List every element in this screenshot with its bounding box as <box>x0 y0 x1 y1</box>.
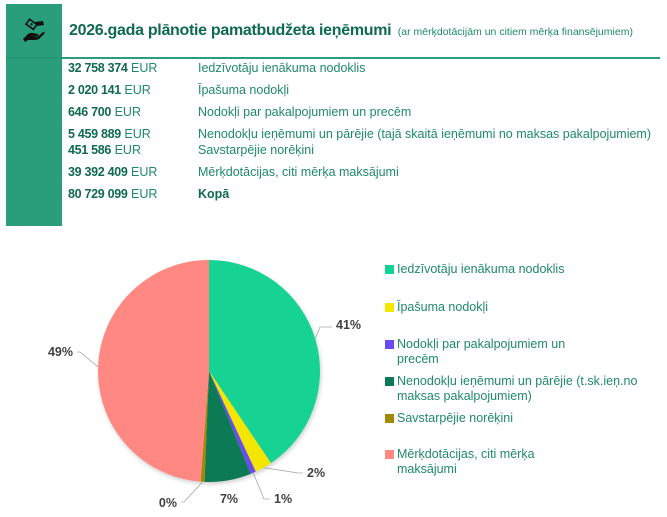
description-cell: Īpašuma nodokļi <box>198 83 290 97</box>
description-cell: Savstarpējie norēķini <box>198 143 315 157</box>
legend-item <box>385 374 645 404</box>
legend-swatch <box>385 377 394 386</box>
title-subtitle: (ar mērķdotācijām un citiem mērķa finansējumiem) <box>397 26 633 38</box>
leader-line <box>181 482 203 502</box>
total-label: Kopā <box>198 187 230 201</box>
currency-label: EUR <box>124 127 151 141</box>
data-label: 7% <box>219 492 239 506</box>
legend-label: Savstarpējie norēķini <box>397 411 514 425</box>
amount-value: 32 758 374 <box>68 61 128 75</box>
revenue-table <box>68 60 654 208</box>
legend-item <box>385 411 513 426</box>
data-label: 1% <box>274 492 293 506</box>
amount-cell <box>68 164 198 180</box>
amount-value: 646 700 <box>68 105 112 119</box>
amount-cell <box>68 60 198 76</box>
currency-label: EUR <box>124 83 151 97</box>
table-row <box>68 104 654 120</box>
amount-cell <box>68 186 198 202</box>
data-label: 49% <box>47 345 73 359</box>
leader-line <box>315 327 332 339</box>
data-label: 2% <box>307 466 326 480</box>
table-row <box>68 142 654 158</box>
currency-label: EUR <box>114 105 141 119</box>
amount-cell <box>68 82 198 98</box>
leader-line <box>77 352 98 367</box>
legend-label: Nodokļi par pakalpojumiem un precēm <box>397 337 566 366</box>
legend-item <box>385 262 564 277</box>
amount-cell <box>68 126 198 142</box>
page-title <box>69 22 633 40</box>
table-row <box>68 164 654 180</box>
legend-swatch <box>385 414 394 423</box>
pie-chart <box>0 240 380 517</box>
description-cell: Mērķdotācijas, citi mērķa maksājumi <box>198 165 399 179</box>
currency-label: EUR <box>131 187 158 201</box>
legend-swatch <box>385 265 394 274</box>
header-divider <box>62 57 660 59</box>
legend-swatch <box>385 340 394 349</box>
legend-item <box>385 337 600 367</box>
legend-label: Mērķdotācijas, citi mērķa maksājumi <box>397 447 535 476</box>
legend-item <box>385 447 575 477</box>
legend-label: Īpašuma nodokļi <box>397 300 489 314</box>
amount-cell <box>68 142 198 158</box>
leader-line <box>264 468 304 473</box>
description-cell: Iedzīvotāju ienākuma nodoklis <box>198 61 366 75</box>
amount-value: 2 020 141 <box>68 83 121 97</box>
table-row-total <box>68 186 654 202</box>
amount-value: 451 586 <box>68 143 112 157</box>
title-main: 2026.gada plānotie pamatbudžeta ieņēmumi <box>69 22 392 39</box>
amount-cell <box>68 104 198 120</box>
table-row <box>68 126 654 142</box>
pie-slice <box>98 260 209 482</box>
currency-label: EUR <box>131 61 158 75</box>
table-row <box>68 60 654 76</box>
description-cell: Nodokļi par pakalpojumiem un precēm <box>198 105 412 119</box>
currency-label: EUR <box>131 165 158 179</box>
header-icon-box <box>6 4 62 57</box>
description-cell: Nenodokļu ieņēmumi un pārējie (tajā skaitā ieņēmumi no maksas pakalpojumiem) <box>198 127 651 141</box>
amount-value: 5 459 889 <box>68 127 121 141</box>
legend-swatch <box>385 303 394 312</box>
money-hand-icon <box>21 18 47 44</box>
data-label: 0% <box>158 496 177 510</box>
currency-label: EUR <box>114 143 141 157</box>
legend-label: Nenodokļu ieņēmumi un pārējie (t.sk.ieņ.no maksas pakalpojumiem) <box>397 374 638 403</box>
data-label: 41% <box>336 318 362 332</box>
legend-label: Iedzīvotāju ienākuma nodoklis <box>397 262 565 276</box>
amount-value: 39 392 409 <box>68 165 128 179</box>
legend-item <box>385 300 488 315</box>
leader-line <box>253 473 270 499</box>
table-row <box>68 82 654 98</box>
sidebar-divider <box>6 57 62 58</box>
amount-value: 80 729 099 <box>68 187 128 201</box>
legend-swatch <box>385 450 394 459</box>
